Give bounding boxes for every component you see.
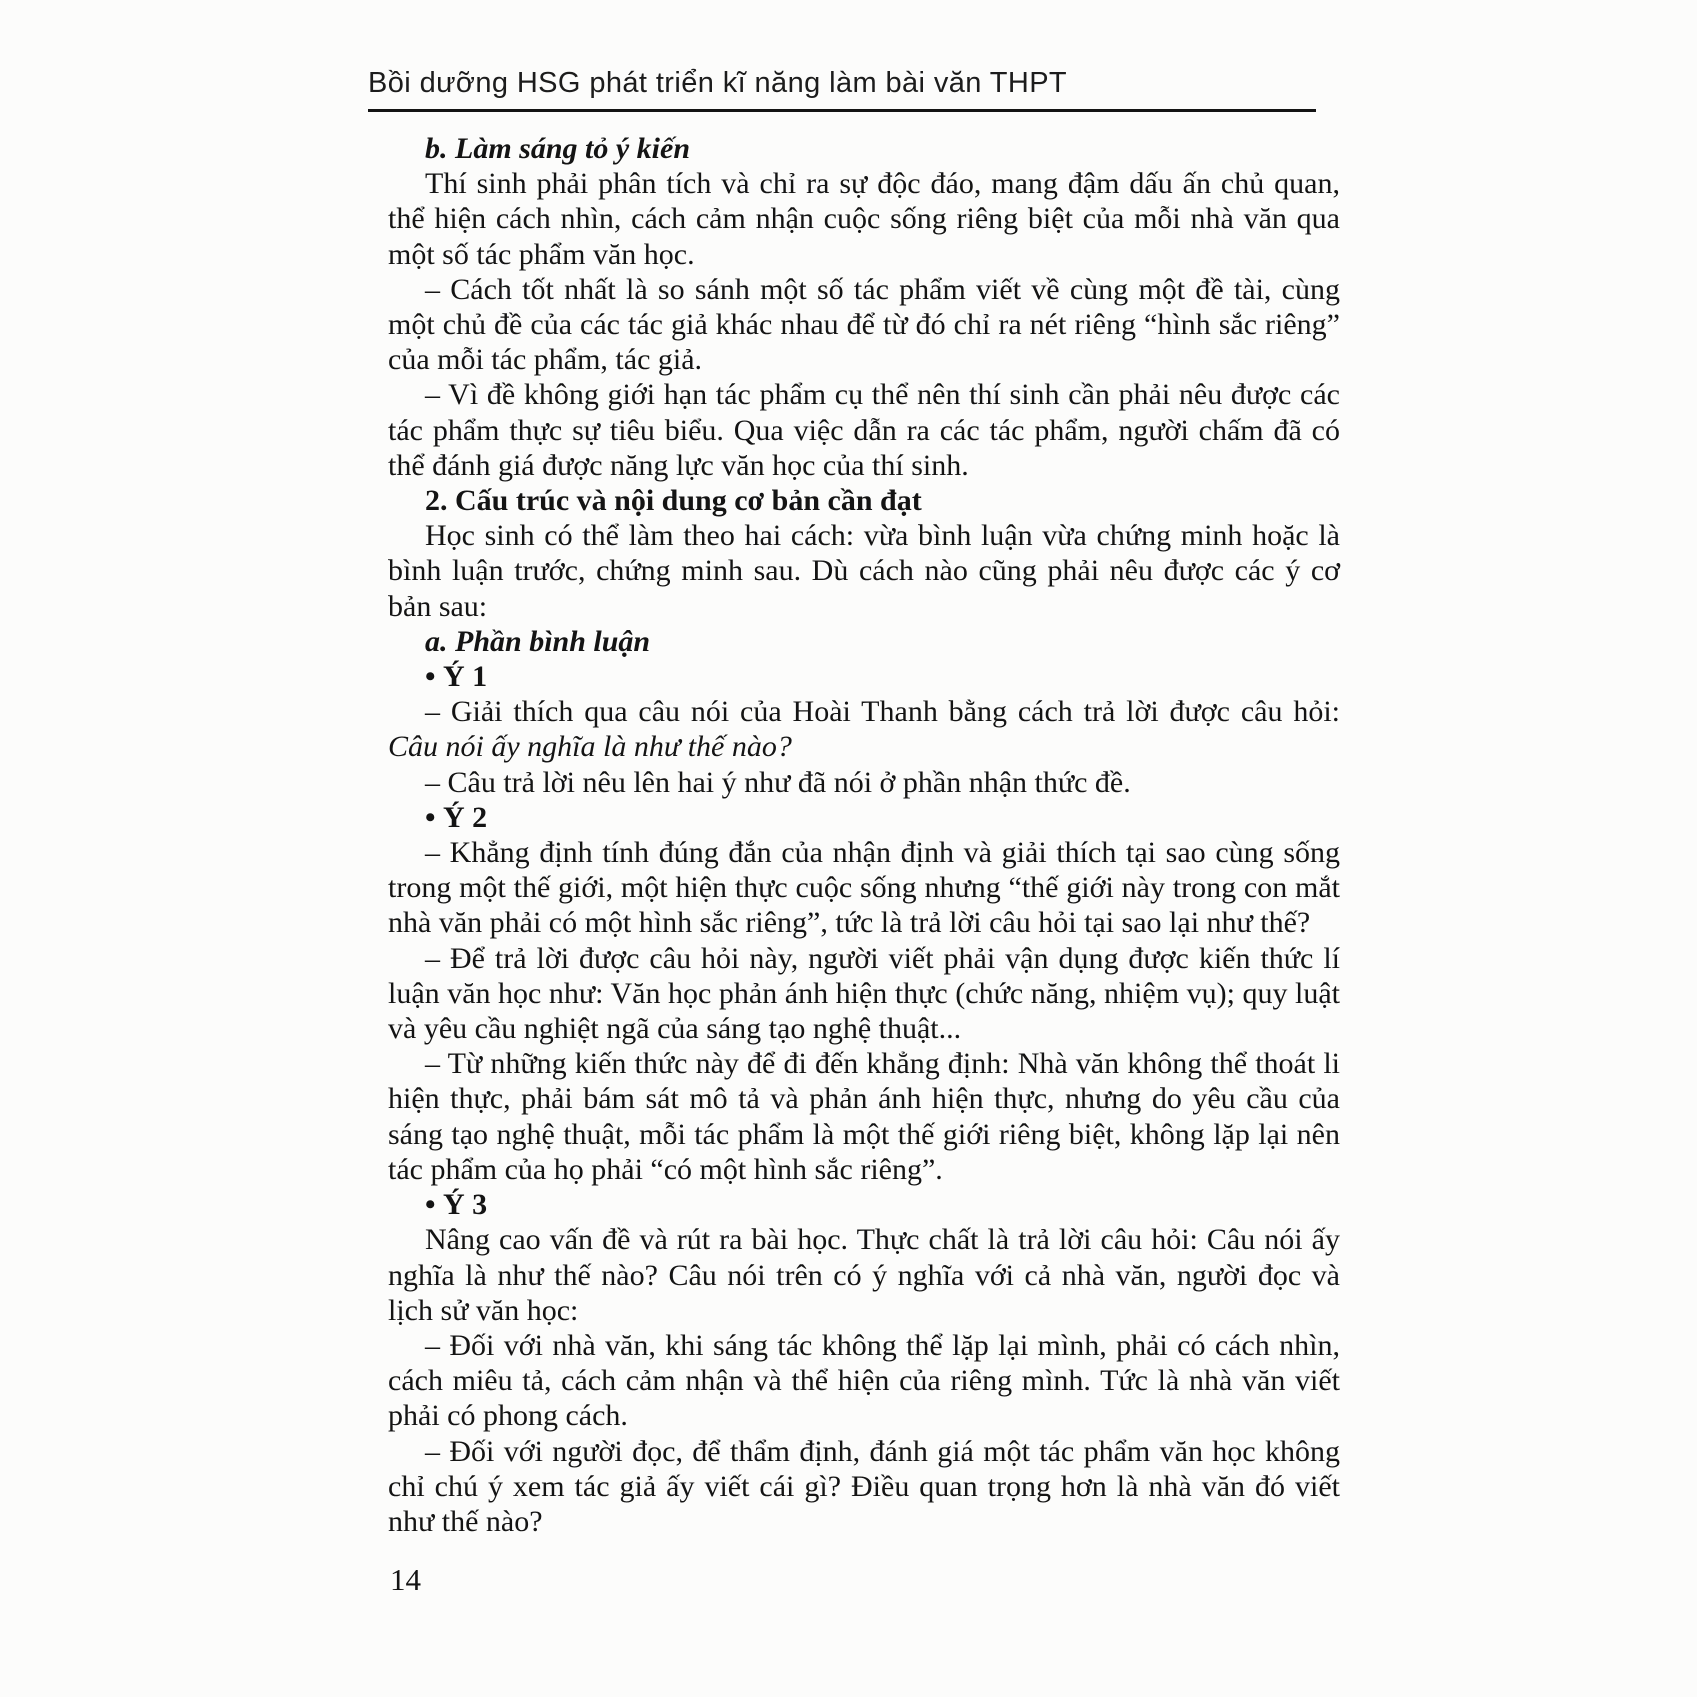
paragraph: – Đối với người đọc, để thẩm định, đánh giá một tác phẩm văn học không chỉ chú ý xem tác giả ấy viết cái gì? Điều quan trọng hơn là nhà văn đó viết như thế nào? (388, 1434, 1340, 1538)
paragraph: – Từ những kiến thức này để đi đến khẳng định: Nhà văn không thể thoát li hiện thực, phải bám sát mô tả và phản ánh hiện thực, nhưng do yêu cầu của sáng tạo nghệ thuật, mỗi tác phẩm là một thế giới riêng biệt, không lặp lại nên tác phẩm của họ phải “có một hình sắc riêng”. (388, 1047, 1340, 1186)
paragraph: – Câu trả lời nêu lên hai ý như đã nói ở phần nhận thức đề. (425, 765, 1131, 799)
section-heading: a. Phần bình luận (425, 624, 651, 658)
paragraph: Thí sinh phải phân tích và chỉ ra sự độc đáo, mang đậm dấu ấn chủ quan, thể hiện cách nhìn, cách cảm nhận cuộc sống riêng biệt của mỗi nhà văn qua một số tác phẩm văn học. (388, 167, 1340, 271)
page-number: 14 (390, 1562, 421, 1597)
paragraph-emphasis: Câu nói ấy nghĩa là như thế nào? (388, 730, 792, 764)
paragraph: – Khẳng định tính đúng đắn của nhận định và giải thích tại sao cùng sống trong một thế giới, một hiện thực cuộc sống nhưng “thế giới này trong con mắt nhà văn phải có một hình sắc riêng”, tức là trả lời câu hỏi tại sao lại như thế? (388, 836, 1340, 940)
bullet-item: • Ý 3 (425, 1188, 488, 1222)
paragraph: – Cách tốt nhất là so sánh một số tác phẩm viết về cùng một đề tài, cùng một chủ đề của các tác giả khác nhau để từ đó chỉ ra nét riêng “hình sắc riêng” của mỗi tác phẩm, tác giả. (388, 272, 1340, 377)
paragraph-text: – Giải thích qua câu nói của Hoài Thanh bằng cách trả lời được câu hỏi: (425, 695, 1340, 729)
section-heading: b. Làm sáng tỏ ý kiến (425, 132, 691, 165)
paragraph (388, 694, 1340, 764)
bullet-item: • Ý 1 (425, 660, 488, 694)
paragraph: – Vì đề không giới hạn tác phẩm cụ thể nên thí sinh cần phải nêu được các tác phẩm thực sự tiêu biểu. Qua việc dẫn ra các tác phẩm, người chấm đã có thể đánh giá được năng lực văn học của thí sinh. (388, 378, 1340, 482)
bullet-item: • Ý 2 (425, 800, 488, 834)
paragraph: – Đối với nhà văn, khi sáng tác không thể lặp lại mình, phải có cách nhìn, cách miêu tả, cách cảm nhận và thể hiện của riêng mình. Tức là nhà văn viết phải có phong cách. (388, 1328, 1340, 1433)
paragraph: Học sinh có thể làm theo hai cách: vừa bình luận vừa chứng minh hoặc là bình luận trước, chứng minh sau. Dù cách nào cũng phải nêu được các ý cơ bản sau: (388, 519, 1340, 623)
paragraph: – Để trả lời được câu hỏi này, người viết phải vận dụng được kiến thức lí luận văn học như: Văn học phản ánh hiện thực (chức năng, nhiệm vụ); quy luật và yêu cầu nghiệt ngã của sáng tạo nghệ thuật... (388, 941, 1340, 1046)
running-header-title: Bồi dưỡng HSG phát triển kĩ năng làm bài văn THPT (368, 67, 1068, 99)
section-heading: 2. Cấu trúc và nội dung cơ bản cần đạt (425, 484, 922, 518)
page-body (388, 131, 1340, 1539)
paragraph: Nâng cao vấn đề và rút ra bài học. Thực chất là trả lời câu hỏi: Câu nói ấy nghĩa là như thế nào? Câu nói trên có ý nghĩa với cả nhà văn, người đọc và lịch sử văn học: (388, 1223, 1340, 1327)
header-rule (368, 109, 1316, 112)
